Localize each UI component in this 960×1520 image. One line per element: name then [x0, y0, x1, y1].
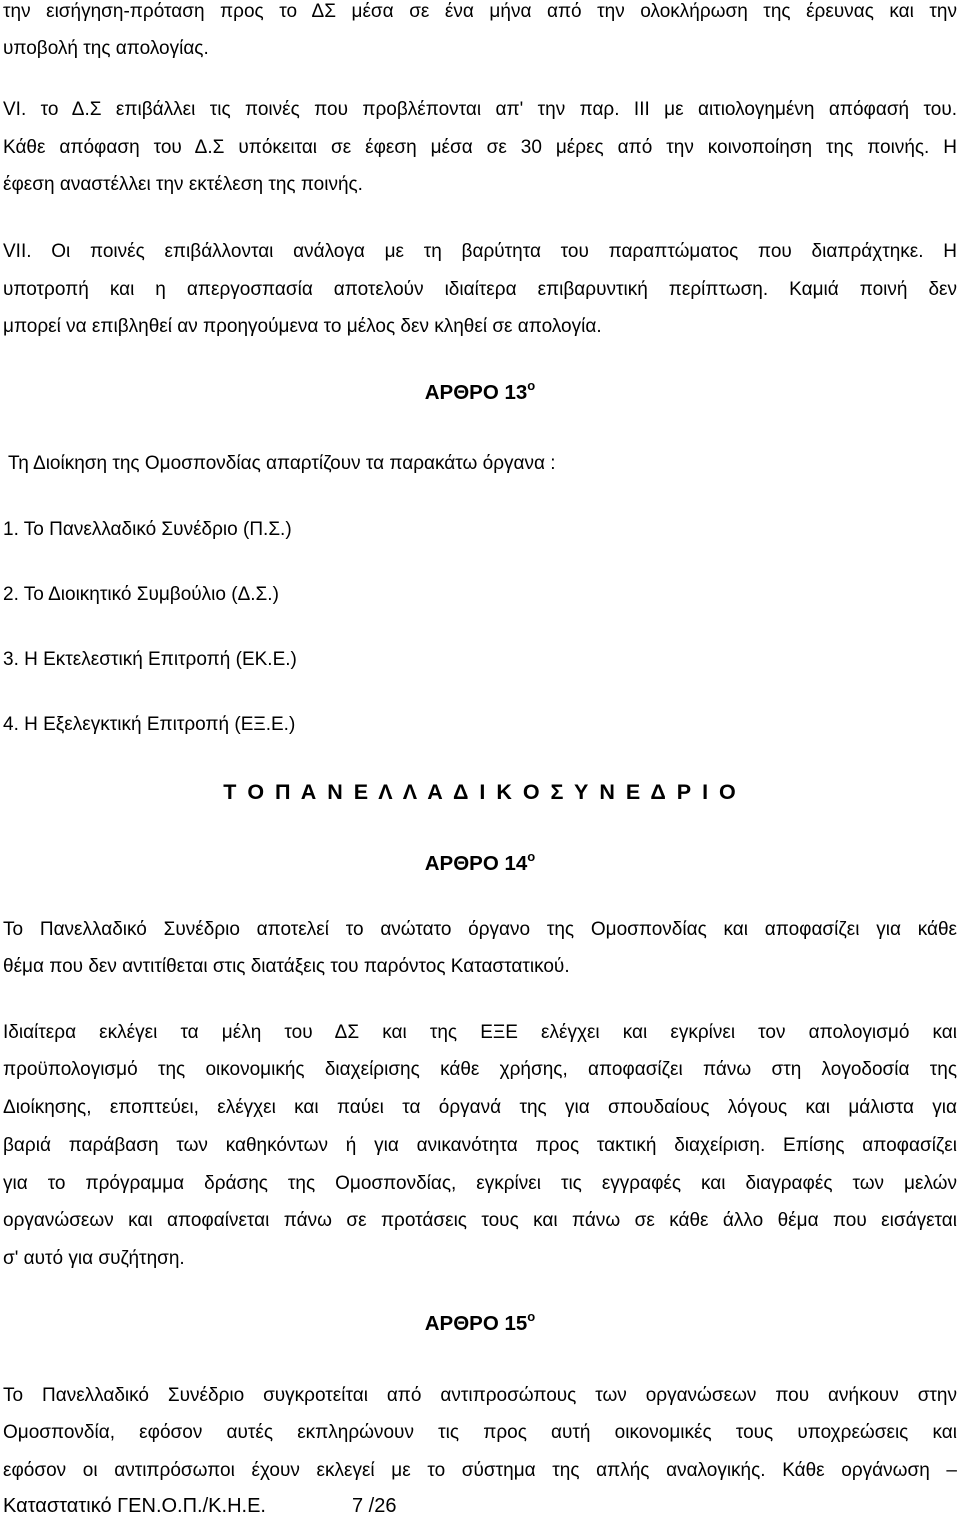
list-item: 1. Το Πανελλαδικό Συνέδριο (Π.Σ.)	[3, 519, 292, 540]
list-item: 3. Η Εκτελεστική Επιτροπή (ΕΚ.Ε.)	[3, 649, 297, 670]
text-line: εφόσον οι αντιπρόσωποι έχουν εκλεγεί με το σύστημα της απλής αναλογικής. Κάθε οργάνωση –	[3, 1460, 957, 1481]
text-line: για το πρόγραμμα δράσης της Ομοσπονδίας, εγκρίνει τις εγγραφές και διαγραφές των μελών	[3, 1173, 957, 1194]
text-line: Το Πανελλαδικό Συνέδριο συγκροτείται από αντιπροσώπους των οργανώσεων που ανήκουν στην	[3, 1385, 957, 1406]
text-line: Διοίκησης, εποπτεύει, ελέγχει και παύει τα όργανά της για σπουδαίους λόγους και μάλιστα για	[3, 1097, 957, 1118]
text-line: Ομοσπονδία, εφόσον αυτές εκπληρώνουν τις προς αυτή οικονομικές τους υποχρεώσεις και	[3, 1422, 957, 1443]
text-line: έφεση αναστέλλει την εκτέλεση της ποινής.	[3, 174, 363, 195]
article-15-heading: ΑΡΘΡΟ $15^o$	[424, 1309, 536, 1335]
text-line: θέμα που δεν αντιτίθεται στις διατάξεις του παρόντος Καταστατικού.	[3, 956, 570, 977]
article-13-heading: ΑΡΘΡΟ $13^o$	[424, 378, 536, 404]
text-line: Ιδιαίτερα εκλέγει τα μέλη του ΔΣ και της ΕΞΕ ελέγχει και εγκρίνει τον απολογισμό και	[3, 1022, 957, 1043]
list-item: 4. Η Εξελεγκτική Επιτροπή (ΕΞ.Ε.)	[3, 714, 296, 735]
list-item: 2. Το Διοικητικό Συμβούλιο (Δ.Σ.)	[3, 584, 279, 605]
page-number: 7 /26	[351, 1495, 397, 1517]
text-line: VI. το Δ.Σ επιβάλλει τις ποινές που προβλέπονται απ' την παρ. ΙΙΙ με αιτιολογημένη απόφασή του.	[3, 99, 957, 120]
text-line: σ' αυτό για συζήτηση.	[3, 1248, 185, 1269]
text-line: VII. Οι ποινές επιβάλλονται ανάλογα με τη βαρύτητα του παραπτώματος που διαπράχτηκε. Η	[3, 241, 957, 262]
article-13-intro: Τη Διοίκηση της Ομοσπονδίας απαρτίζουν τα παρακάτω όργανα :	[8, 453, 556, 474]
text-line: οργανώσεων και αποφαίνεται πάνω σε προτάσεις τους και πάνω σε κάθε άλλο θέμα που εισάγεται	[3, 1210, 957, 1231]
article-14-heading: ΑΡΘΡΟ $14^o$	[424, 849, 536, 875]
text-line: υποτροπή και η απεργοσπασία αποτελούν ιδιαίτερα επιβαρυντική περίπτωση. Καμιά ποινή δεν	[3, 279, 957, 300]
page-footer	[3, 1494, 396, 1518]
text-line: υποβολή της απολογίας.	[3, 38, 209, 59]
document-name: Καταστατικό ΓΕΝ.Ο.Π./Κ.Η.Ε.	[3, 1495, 266, 1517]
text-line: προϋπολογισμό της οικονομικής διαχείρισης κάθε χρήσης, αποφασίζει πάνω στη λογοδοσία της	[3, 1059, 957, 1080]
text-line: Το Πανελλαδικό Συνέδριο αποτελεί το ανώτατο όργανο της Ομοσπονδίας και αποφασίζει για κάθε	[3, 919, 957, 940]
section-title: Τ Ο Π Α Ν Ε Λ Λ Α Δ Ι Κ Ο Σ Υ Ν Ε Δ Ρ Ι Ο	[223, 780, 737, 804]
text-line: την εισήγηση-πρόταση προς το ΔΣ μέσα σε ένα μήνα από την ολοκλήρωση της έρευνας και την	[3, 1, 957, 22]
text-line: βαριά παράβαση των καθηκόντων ή για ανικανότητα προς τακτική διαχείριση. Επίσης αποφασίζει	[3, 1135, 957, 1156]
text-line: μπορεί να επιβληθεί αν προηγούμενα το μέλος δεν κληθεί σε απολογία.	[3, 316, 602, 337]
text-line: Κάθε απόφαση του Δ.Σ υπόκειται σε έφεση μέσα σε 30 μέρες από την κοινοποίηση της ποινής. Η	[3, 137, 957, 158]
